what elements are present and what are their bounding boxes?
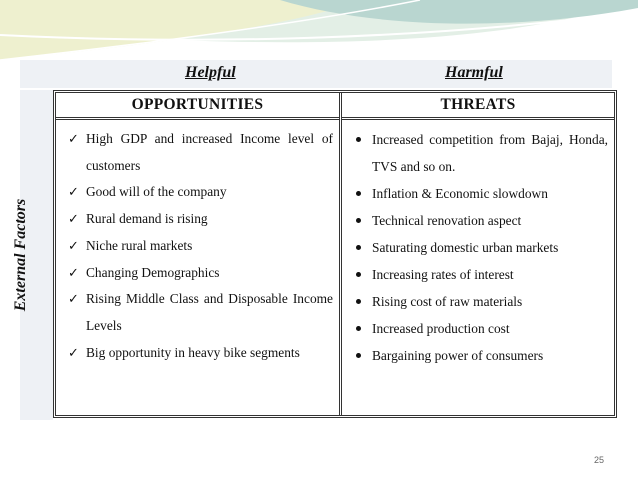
checkmark-icon: ✓ (68, 291, 79, 307)
opportunities-title: OPPORTUNITIES (56, 93, 339, 120)
list-item-text: Changing Demographics (86, 264, 220, 280)
checkmark-icon: ✓ (68, 344, 79, 360)
list-item (348, 315, 608, 342)
list-item-text: Increasing rates of interest (372, 267, 514, 282)
threats-column (342, 93, 614, 415)
external-factors-label: External Factors (12, 198, 29, 312)
harmful-heading: Harmful (445, 64, 503, 81)
bullet-icon (356, 191, 361, 196)
checkmark-icon: ✓ (68, 211, 79, 227)
opportunities-list (56, 120, 339, 366)
bullet-icon (356, 353, 361, 358)
checkmark-icon: ✓ (68, 264, 79, 280)
list-item (348, 261, 608, 288)
list-item-text: Good will of the company (86, 184, 227, 200)
list-item (348, 126, 608, 180)
list-item (348, 288, 608, 315)
list-item (348, 207, 608, 234)
helpful-heading: Helpful (185, 64, 236, 81)
list-item (62, 233, 333, 260)
list-item (62, 206, 333, 233)
list-item-text: Technical renovation aspect (372, 213, 522, 228)
checkmark-icon: ✓ (68, 131, 79, 146)
list-item-text: Increased competition from Bajaj, Honda, TVS and so on. (372, 132, 608, 174)
page-number: 25 (594, 455, 605, 465)
list-item-text: Increased production cost (372, 321, 510, 336)
swot-table (53, 90, 617, 418)
list-item (62, 126, 333, 179)
bullet-icon (356, 272, 361, 277)
bullet-icon (356, 137, 361, 142)
list-item (348, 342, 608, 369)
list-item-text: High GDP and increased Income level of customers (86, 131, 333, 173)
list-item (348, 234, 608, 261)
threats-title: THREATS (342, 93, 614, 120)
list-item (348, 180, 608, 207)
checkmark-icon: ✓ (68, 184, 79, 200)
checkmark-icon: ✓ (68, 237, 79, 253)
opportunities-column (56, 93, 342, 415)
list-item (62, 260, 333, 287)
list-item (62, 179, 333, 206)
bullet-icon (356, 218, 361, 223)
list-item-text: Inflation & Economic slowdown (372, 186, 548, 201)
list-item-text: Saturating domestic urban markets (372, 240, 559, 255)
list-item-text: Rural demand is rising (86, 211, 208, 227)
list-item-text: Niche rural markets (86, 237, 193, 253)
list-item (62, 286, 333, 339)
list-item-text: Rising Middle Class and Disposable Income Levels (86, 291, 333, 333)
bullet-icon (356, 245, 361, 250)
list-item-text: Bargaining power of consumers (372, 348, 544, 363)
header-row (20, 60, 612, 88)
threats-list (342, 120, 614, 369)
bullet-icon (356, 299, 361, 304)
list-item-text: Rising cost of raw materials (372, 294, 523, 309)
list-item-text: Big opportunity in heavy bike segments (86, 344, 300, 360)
bullet-icon (356, 326, 361, 331)
list-item (62, 340, 333, 367)
